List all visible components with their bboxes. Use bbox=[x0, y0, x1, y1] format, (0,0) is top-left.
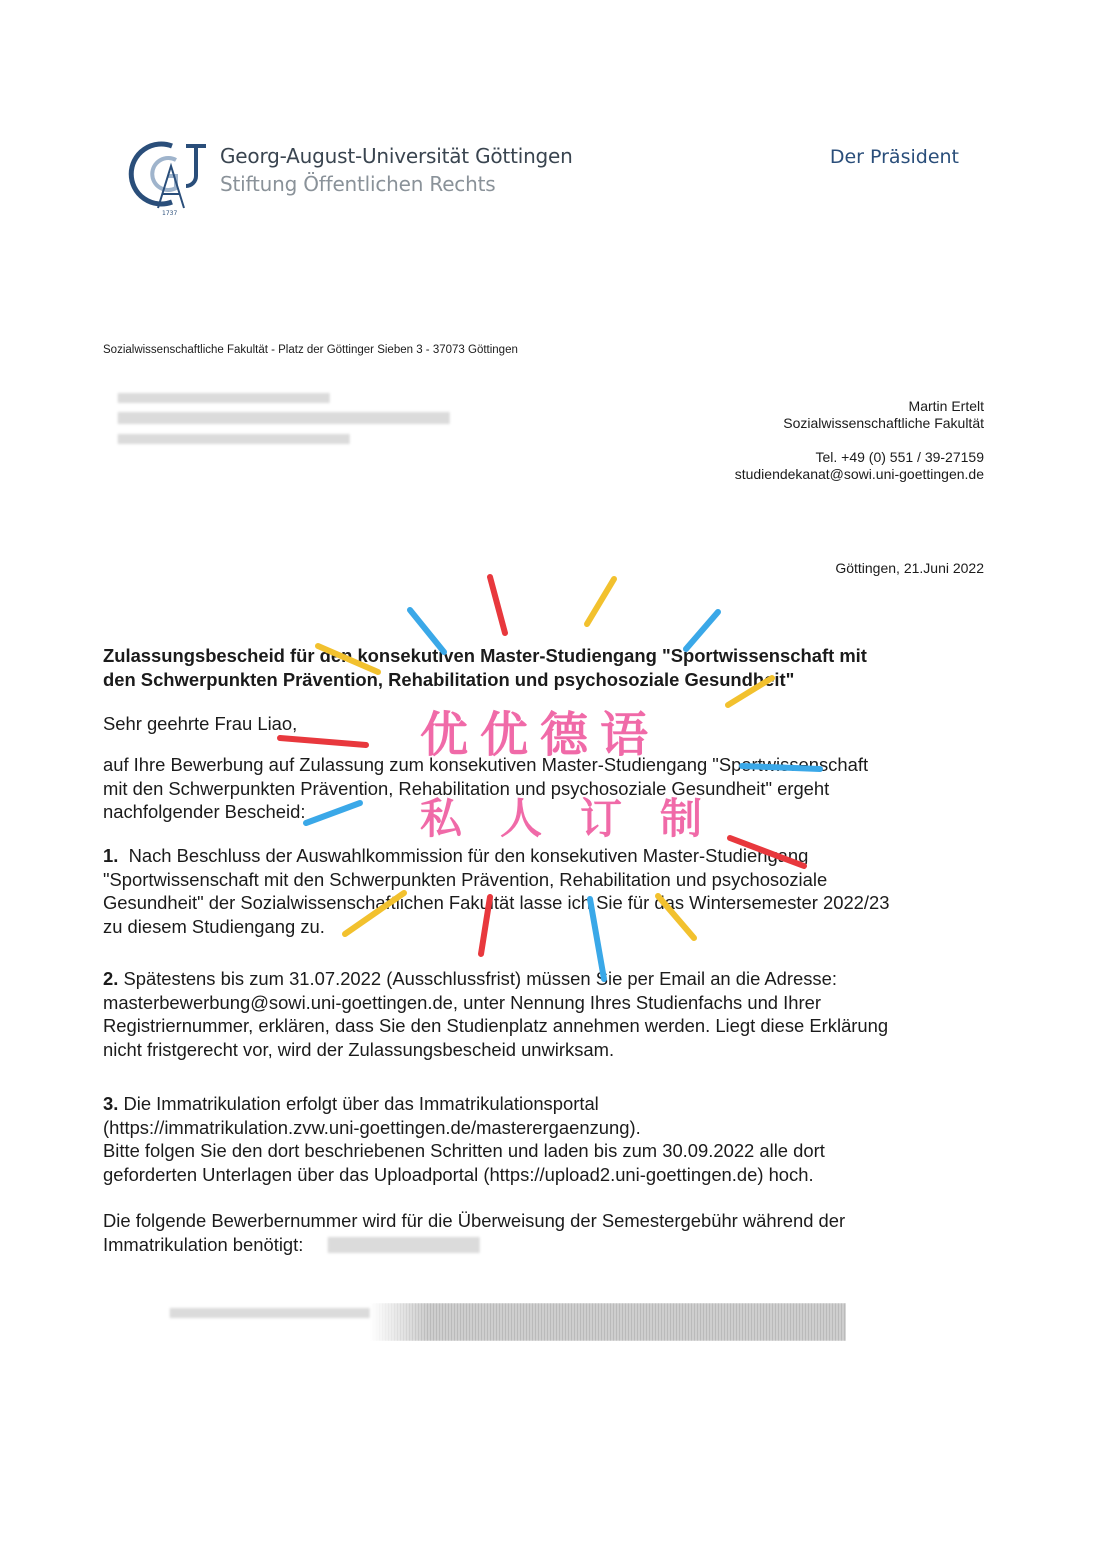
contact-name: Martin Ertelt bbox=[908, 398, 984, 414]
point-line: Bitte folgen Sie den dort beschriebenen Schritten und laden bis zum 30.09.2022 alle dort bbox=[103, 1140, 825, 1162]
watermark-text: 私人订制 bbox=[420, 794, 741, 843]
point-line: nicht fristgerecht vor, wird der Zulassungsbescheid unwirksam. bbox=[103, 1038, 615, 1060]
point-1 bbox=[103, 844, 983, 938]
point-line: Spätestens bis zum 31.07.2022 (Ausschlussfrist) müssen Sie per Email an die Adresse: bbox=[123, 968, 837, 989]
point-line: "Sportwissenschaft mit den Schwerpunkten Prävention, Rehabilitation und psychosoziale bbox=[103, 868, 828, 890]
intro-line: mit den Schwerpunkten Prävention, Rehabilitation und psychosoziale Gesundheit" ergeht bbox=[103, 777, 830, 799]
letter-subject bbox=[103, 644, 983, 691]
redacted-applicant-number bbox=[328, 1237, 480, 1253]
redacted-address-line bbox=[118, 434, 350, 444]
redacted-address-line bbox=[118, 393, 330, 403]
point-number: 3. bbox=[103, 1093, 119, 1114]
sender-address-line: Sozialwissenschaftliche Fakultät - Platz der Göttinger Sieben 3 - 37073 Göttingen bbox=[103, 344, 518, 356]
point-number: 2. bbox=[103, 968, 119, 989]
watermark-ray bbox=[490, 577, 505, 633]
subject-line: den Schwerpunkten Prävention, Rehabilitation und psychosoziale Gesundheit" bbox=[103, 668, 795, 690]
contact-phone: Tel. +49 (0) 551 / 39-27159 bbox=[815, 449, 984, 465]
point-line: (https://immatrikulation.zvw.uni-goettingen.de/masterergaenzung). bbox=[103, 1116, 641, 1138]
point-line: Nach Beschluss der Auswahlkommission für den konsekutiven Master-Studiengang bbox=[128, 845, 809, 866]
subject-line: Zulassungsbescheid für den konsekutiven Master-Studiengang "Sportwissenschaft mit bbox=[103, 645, 867, 666]
redacted-block bbox=[370, 1303, 846, 1341]
point-line: Registriernummer, erklären, dass Sie den Studienplatz annehmen werden. Liegt diese Erklärung bbox=[103, 1015, 889, 1037]
point-line: Die Immatrikulation erfolgt über das Immatrikulationsportal bbox=[123, 1093, 599, 1114]
university-subtitle: Stiftung Öffentlichen Rechts bbox=[220, 172, 496, 196]
contact-email: studiendekanat@sowi.uni-goettingen.de bbox=[734, 466, 984, 482]
point-line: zu diesem Studiengang zu. bbox=[103, 915, 325, 937]
redacted-address-line bbox=[118, 412, 450, 424]
intro-line: auf Ihre Bewerbung auf Zulassung zum konsekutiven Master-Studiengang "Sportwissenschaft bbox=[103, 754, 869, 775]
closing-line: Immatrikulation benötigt: bbox=[103, 1233, 304, 1255]
watermark-ray bbox=[280, 738, 366, 745]
office-title: Der Präsident bbox=[829, 146, 959, 168]
redacted-line bbox=[170, 1308, 370, 1318]
point-line: geforderten Unterlagen über das Uploadportal (https://upload2.uni-goettingen.de) hoch. bbox=[103, 1163, 814, 1185]
point-line: Gesundheit" der Sozialwissenschaftlichen Fakultät lasse ich Sie für das Wintersemester 2022/23 bbox=[103, 892, 890, 914]
closing-line: Die folgende Bewerbernummer wird für die Überweisung der Semestergebühr während der bbox=[103, 1210, 846, 1231]
salutation: Sehr geehrte Frau Liao, bbox=[103, 713, 298, 734]
logo-year: 1737 bbox=[162, 210, 178, 216]
watermark-ray bbox=[587, 579, 614, 624]
letter-date: Göttingen, 21.Juni 2022 bbox=[835, 560, 984, 576]
point-number: 1. bbox=[103, 845, 119, 866]
point-2 bbox=[103, 967, 983, 1061]
point-line: masterbewerbung@sowi.uni-goettingen.de, unter Nennung Ihres Studienfachs und Ihrer bbox=[103, 991, 821, 1013]
university-name: Georg-August-Universität Göttingen bbox=[220, 144, 573, 168]
closing-paragraph bbox=[103, 1209, 983, 1256]
point-3 bbox=[103, 1092, 983, 1186]
intro-line: nachfolgender Bescheid: bbox=[103, 801, 306, 823]
contact-faculty: Sozialwissenschaftliche Fakultät bbox=[783, 415, 984, 431]
watermark-text: 优优德语 bbox=[420, 707, 661, 763]
university-logo bbox=[128, 136, 214, 216]
